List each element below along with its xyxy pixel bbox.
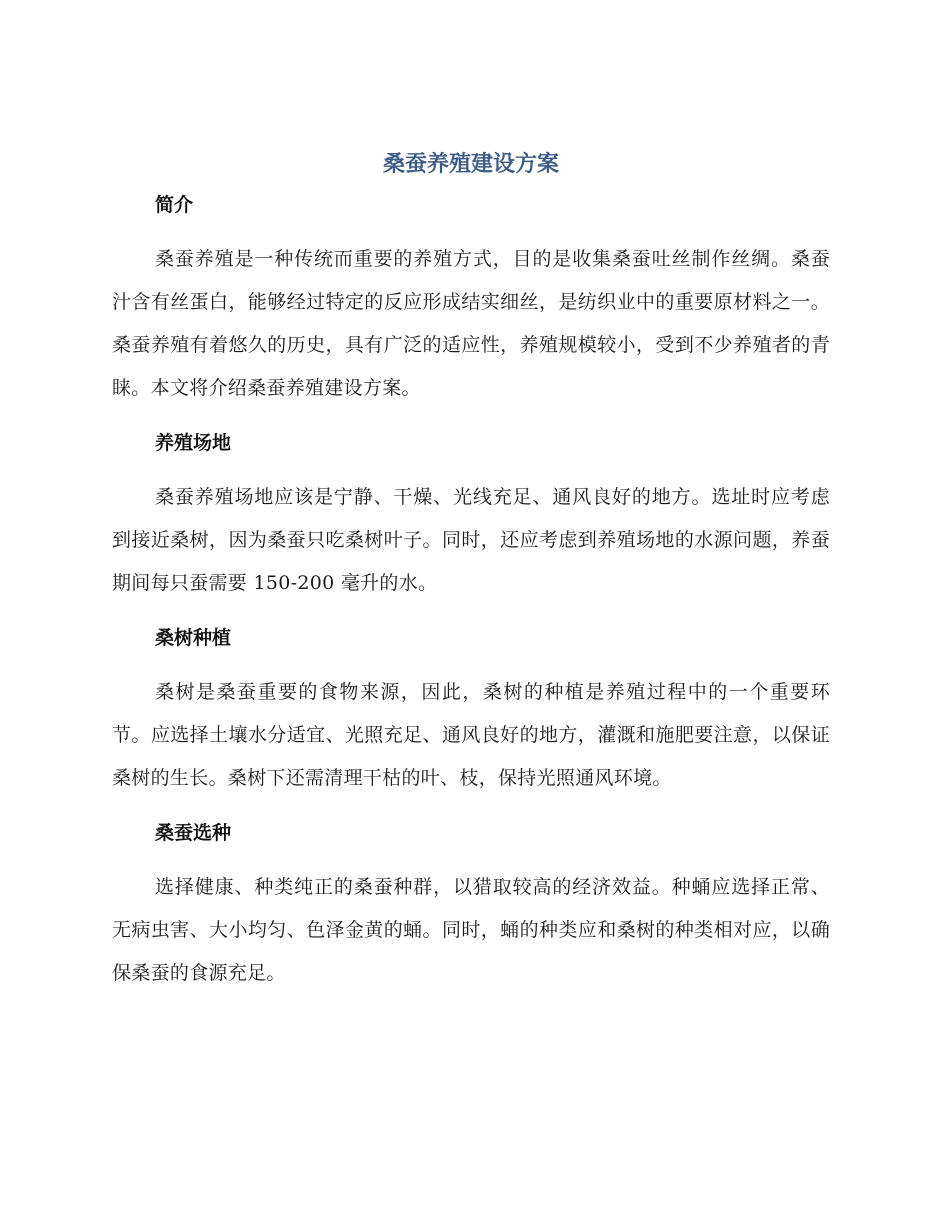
section-heading: 桑蚕选种 [155,822,232,844]
document-page [112,145,830,1008]
section-mulberry-planting [112,618,830,800]
section-paragraph: 桑蚕养殖场地应该是宁静、干燥、光线充足、通风良好的地方。选址时应考虑到接近桑树，因为桑蚕只吃桑树叶子。同时，还应考虑到养殖场地的水源问题，养蚕期间每只蚕需要 150-200 毫升的水。 [112,486,830,594]
section-heading: 养殖场地 [155,432,232,454]
section-breeding-selection [112,813,830,995]
section-heading: 桑树种植 [155,627,232,649]
section-heading: 简介 [155,194,194,216]
section-paragraph: 选择健康、种类纯正的桑蚕种群，以猎取较高的经济效益。种蛹应选择正常、无病虫害、大小均匀、色泽金黄的蛹。同时，蛹的种类应和桑树的种类相对应，以确保桑蚕的食源充足。 [112,876,830,984]
section-paragraph: 桑蚕养殖是一种传统而重要的养殖方式，目的是收集桑蚕吐丝制作丝绸。桑蚕汁含有丝蛋白，能够经过特定的反应形成结实细丝，是纺织业中的重要原材料之一。桑蚕养殖有着悠久的历史，具有广泛的适应性，养殖规模较小，受到不少养殖者的青睐。本文将介绍桑蚕养殖建设方案。 [112,248,830,399]
document-title: 桑蚕养殖建设方案 [382,152,559,177]
section-paragraph: 桑树是桑蚕重要的食物来源，因此，桑树的种植是养殖过程中的一个重要环节。应选择土壤水分适宜、光照充足、通风良好的地方，灌溉和施肥要注意，以保证桑树的生长。桑树下还需清理干枯的叶、枝，保持光照通风环境。 [112,681,830,789]
section-intro [112,185,830,410]
section-site [112,423,830,605]
